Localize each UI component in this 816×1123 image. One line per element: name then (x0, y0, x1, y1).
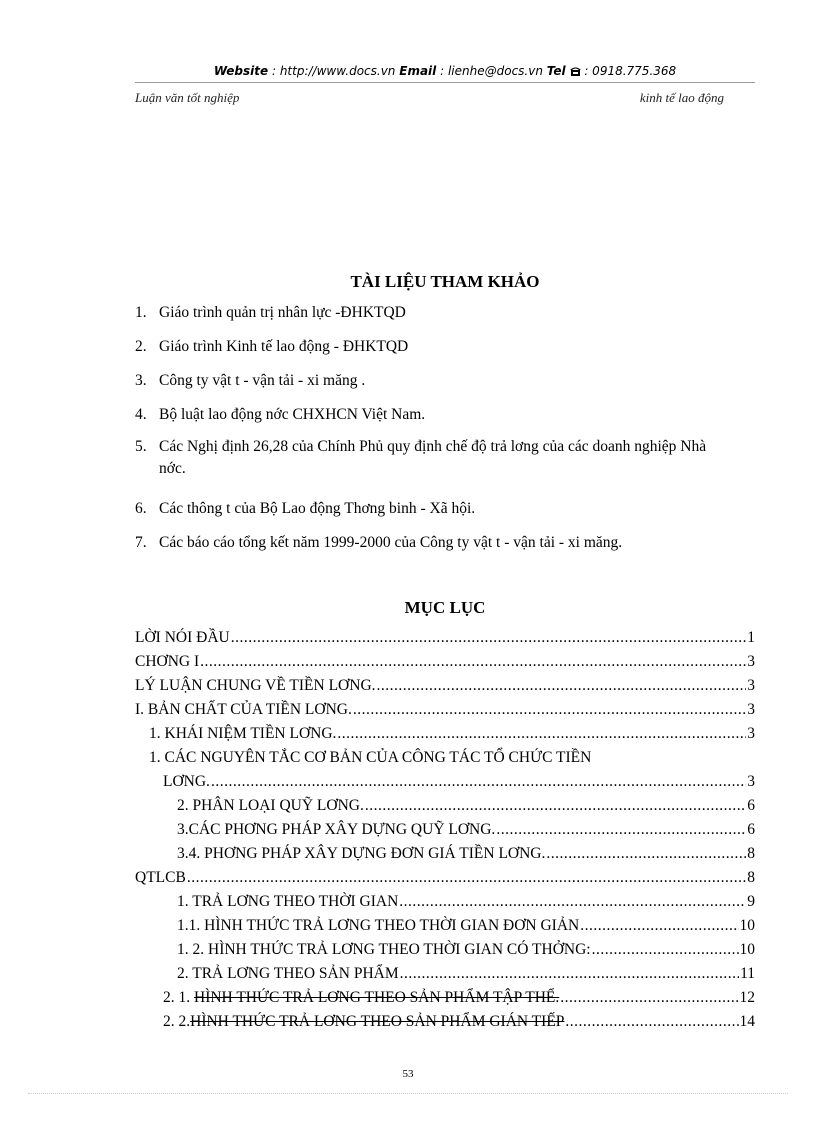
toc-entry[interactable]: 2. PHÂN LOẠI QUỸ LƠNG. ..... 6 (135, 794, 755, 818)
email-address[interactable]: : lienhe@docs.vn (440, 64, 543, 78)
toc-entry[interactable]: QTLCB ..... 8 (135, 866, 755, 890)
tel-label: Tel (546, 64, 566, 78)
toc-entry[interactable]: 1. TRẢ LƠNG THEO THỜI GIAN ..... 9 (135, 890, 755, 914)
running-head-left: Luận văn tốt nghiệp (135, 90, 240, 105)
reference-item: 4. Bộ luật lao động nớc CHXHCN Việt Nam. (135, 406, 426, 423)
contact-header (135, 64, 755, 78)
tel-number: : 0918.775.368 (584, 64, 677, 78)
page-number: 53 (402, 1068, 414, 1080)
reference-item: 6. Các thông t của Bộ Lao động Thơng binh - Xã hội. (135, 500, 476, 517)
toc-entry-struck[interactable]: 2. 1. HÌNH THỨC TRẢ LƠNG THEO SẢN PHẨM TẬP THỂ. ..... 12 (135, 986, 755, 1010)
website-url[interactable]: : http://www.docs.vn (271, 64, 396, 78)
running-head-right: kinh tế lao động (639, 90, 724, 105)
toc-entry[interactable]: 2. TRẢ LƠNG THEO SẢN PHẨM ..... 11 (135, 962, 755, 986)
toc-entry-struck[interactable]: 2. 2.HÌNH THỨC TRẢ LƠNG THEO SẢN PHẨM GIÁN TIẾP ..... 14 (135, 1010, 755, 1034)
toc-entry[interactable]: LÝ LUẬN CHUNG VỀ TIỀN LƠNG. ..... 3 (135, 674, 755, 698)
reference-item: 3. Công ty vật t - vận tải - xi măng . (135, 372, 366, 389)
website-label: Website (213, 64, 269, 78)
toc-entry[interactable]: CHƠNG I ..... 3 (135, 650, 755, 674)
toc-entry[interactable]: I. BẢN CHẤT CỦA TIỀN LƠNG. ..... 3 (135, 698, 755, 722)
email-label: Email (399, 64, 437, 78)
toc-entry[interactable]: 1. 2. HÌNH THỨC TRẢ LƠNG THEO THỜI GIAN CÓ THỞNG: ..... 10 (135, 938, 755, 962)
reference-item: 1. Giáo trình quản trị nhân lực -ĐHKTQD (135, 304, 406, 321)
toc-entry[interactable]: 3.CÁC PHƠNG PHÁP XÂY DỰNG QUỸ LƠNG. ..... 6 (135, 818, 755, 842)
reference-item: 5. Các Nghị định 26,28 của Chính Phủ quy định chế độ trả lơng của các doanh nghiệp Nhà nớc. (135, 438, 707, 477)
toc-entry[interactable]: 1. KHÁI NIỆM TIỀN LƠNG. ..... 3 (135, 722, 755, 746)
telephone-icon (570, 64, 581, 78)
reference-item: 2. Giáo trình Kinh tế lao động - ĐHKTQD (135, 338, 409, 355)
footer-divider (28, 1093, 788, 1094)
toc-entry[interactable]: 3.4. PHƠNG PHÁP XÂY DỰNG ĐƠN GIÁ TIỀN LƠNG. ..... 8 (135, 842, 755, 866)
toc-entry[interactable]: 1. CÁC NGUYÊN TẮC CƠ BẢN CỦA CÔNG TÁC TỔ CHỨC TIỀN (149, 749, 592, 766)
reference-item: 7. Các báo cáo tổng kết năm 1999-2000 của Công ty vật t - vận tải - xi măng. (135, 534, 623, 551)
toc-title: MỤC LỤC (404, 598, 486, 617)
toc-entry[interactable]: LỜI NÓI ĐẦU ..... 1 (135, 626, 755, 650)
toc-entry-continued[interactable]: LƠNG. ..... 3 (135, 770, 755, 794)
header-rule (135, 82, 755, 83)
references-title: TÀI LIỆU THAM KHẢO (350, 272, 540, 291)
toc-entry[interactable]: 1.1. HÌNH THỨC TRẢ LƠNG THEO THỜI GIAN ĐƠN GIẢN ..... 10 (135, 914, 755, 938)
